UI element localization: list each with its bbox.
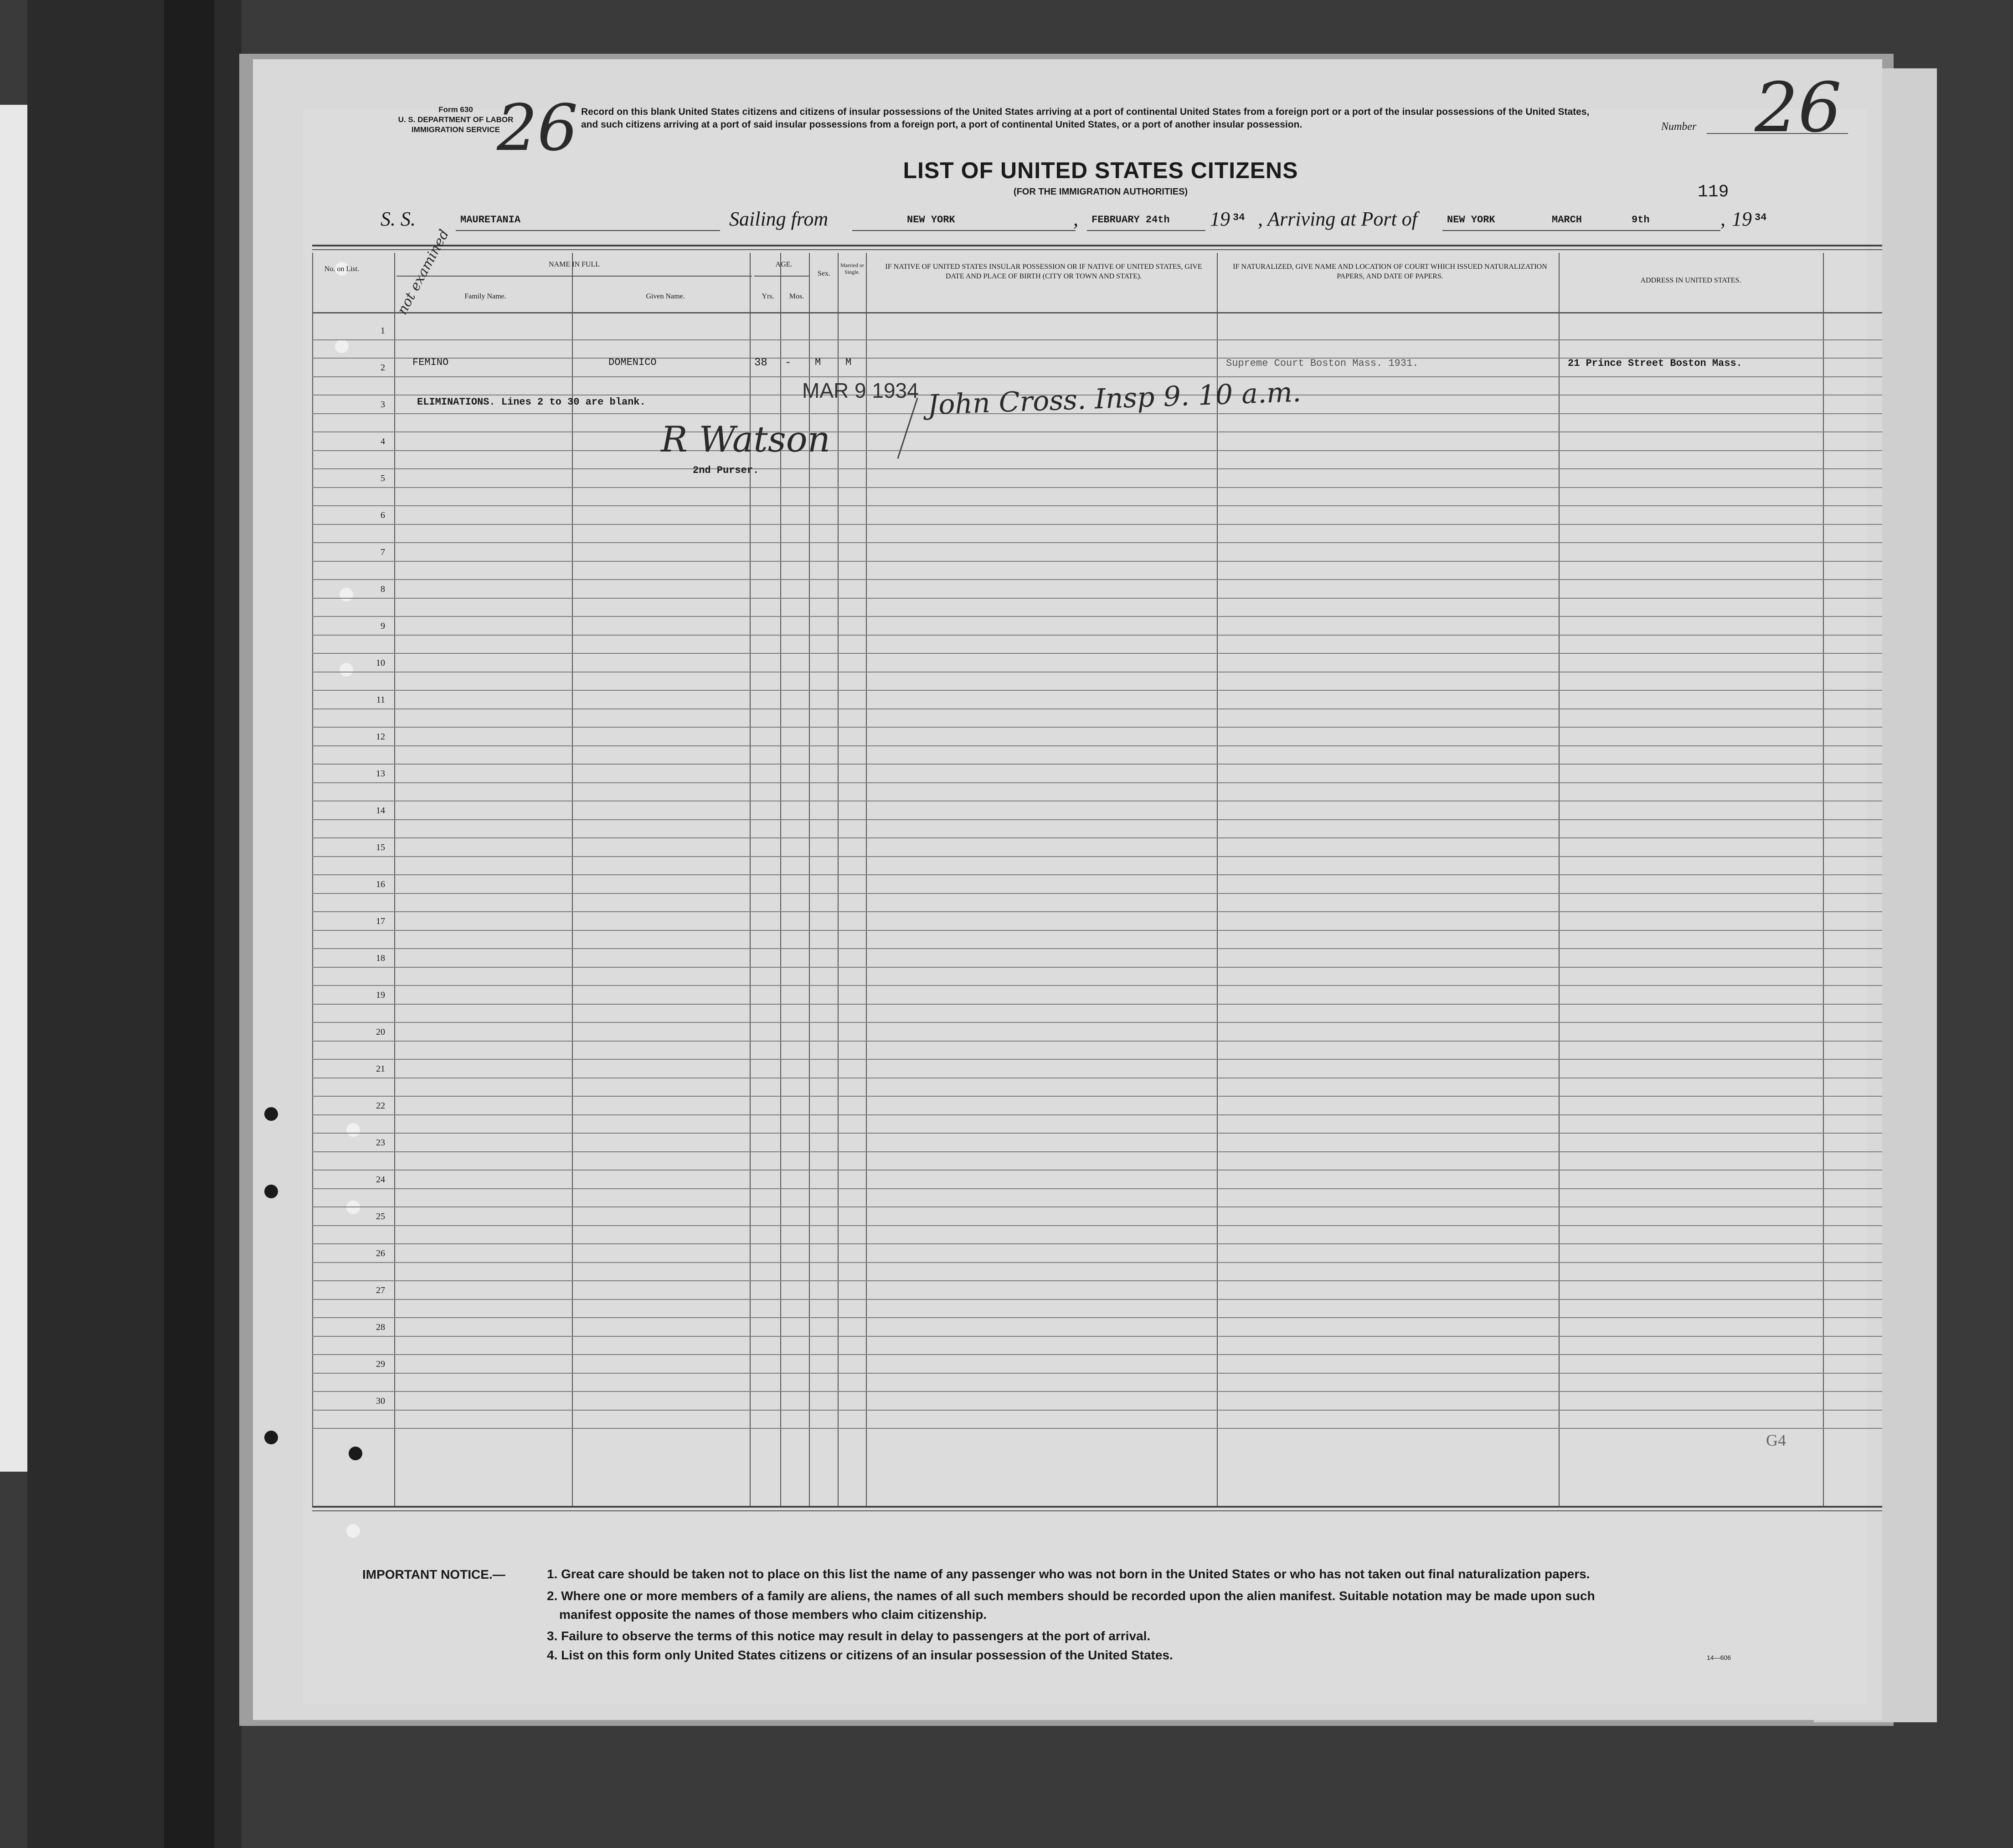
row-rule xyxy=(312,893,1882,894)
col-yrs: Yrs. xyxy=(762,293,774,300)
row-rule xyxy=(312,1391,1882,1392)
row-rule xyxy=(312,579,1882,580)
entry-naturalized: Supreme Court Boston Mass. 1931. xyxy=(1226,358,1419,369)
row-rule xyxy=(312,708,1882,709)
row-rule xyxy=(312,653,1882,654)
row-rule xyxy=(312,1428,1882,1429)
row-number: 7 xyxy=(381,547,385,557)
entry-sex: M xyxy=(815,357,821,368)
punch-hole xyxy=(346,1524,360,1538)
sailing-label: Sailing from xyxy=(729,208,829,230)
row-number: 4 xyxy=(381,436,385,447)
arrival-year: 34 xyxy=(1755,212,1767,223)
col-birth: IF NATIVE OF UNITED STATES INSULAR POSSESSION OR IF NATIVE OF UNITED STATES, GIVE DATE AND PLACE OF BIRTH (CITY OR TOWN AND STATE). xyxy=(885,263,1202,280)
row-number: 5 xyxy=(381,473,385,483)
row-number: 12 xyxy=(376,732,385,742)
punch-hole xyxy=(346,1123,360,1137)
col-age: AGE. xyxy=(775,261,793,268)
row-rule xyxy=(312,450,1882,451)
form-number: Form 630 xyxy=(438,105,473,114)
row-rule xyxy=(312,1354,1882,1355)
row-rule xyxy=(312,1299,1882,1300)
row-rule xyxy=(312,1225,1882,1226)
row-rule xyxy=(312,985,1882,986)
row-rule xyxy=(312,1243,1882,1244)
row-rule xyxy=(312,819,1882,820)
col-family-name: Family Name. xyxy=(464,293,506,300)
table-bottom-rule-thin xyxy=(312,1510,1882,1511)
row-rule xyxy=(312,487,1882,488)
manifest-page xyxy=(253,59,1882,1720)
row-rule xyxy=(312,1373,1882,1374)
binding-ring xyxy=(264,1431,278,1444)
ship-underline xyxy=(456,230,720,231)
col-sex: Sex. xyxy=(818,270,830,277)
row-number: 1 xyxy=(381,326,385,336)
entry-age-mos: - xyxy=(785,357,792,369)
binding-stripe xyxy=(164,0,214,1848)
row-rule xyxy=(312,856,1882,857)
col-address: ADDRESS IN UNITED STATES. xyxy=(1640,277,1741,284)
form-code: 14—606 xyxy=(1707,1654,1731,1661)
table-bottom-rule xyxy=(312,1506,1882,1508)
eliminations-note: ELIMINATIONS. Lines 2 to 30 are blank. xyxy=(417,396,646,408)
punch-hole xyxy=(340,663,353,677)
col-no-on-list: No. on List. xyxy=(324,265,360,273)
entry-given-name: DOMENICO xyxy=(608,357,657,368)
handwritten-mark: 26 xyxy=(497,91,578,165)
arrival-month: MARCH xyxy=(1552,214,1582,226)
row-rule xyxy=(312,505,1882,506)
list-number: 26 xyxy=(1755,68,1842,148)
row-number: 18 xyxy=(376,953,385,963)
row-number: 29 xyxy=(376,1359,385,1369)
arrival-year-prefix: 19 xyxy=(1732,208,1752,230)
row-rule xyxy=(312,1041,1882,1042)
row-rule xyxy=(312,837,1882,838)
row-number: 26 xyxy=(376,1248,385,1258)
row-number: 2 xyxy=(381,363,385,373)
row-rule xyxy=(312,524,1882,525)
row-number: 14 xyxy=(376,806,385,816)
arrival-underline xyxy=(1442,230,1720,231)
row-rule xyxy=(312,431,1882,432)
row-rule xyxy=(312,764,1882,765)
row-rule xyxy=(312,468,1882,469)
binding-ring xyxy=(264,1185,278,1198)
row-number: 13 xyxy=(376,769,385,779)
table-top-rule xyxy=(312,245,1882,246)
sailing-from: NEW YORK xyxy=(907,214,955,226)
entry-age-yrs: 38 xyxy=(754,357,767,369)
sailing-year: 34 xyxy=(1233,212,1245,223)
notice-item-4: 4. List on this form only United States citizens or citizens of an insular possession of the United States. xyxy=(547,1648,1173,1662)
row-rule xyxy=(312,616,1882,617)
row-rule xyxy=(312,1410,1882,1411)
col-mos: Mos. xyxy=(789,293,804,300)
name-subrule xyxy=(396,276,752,277)
row-rule xyxy=(312,1206,1882,1207)
notice-item-1: 1. Great care should be taken not to place on this list the name of any passenger who was not born in the United States or who has not taken out final naturalization papers. xyxy=(547,1567,1590,1581)
inspector-note: John Cross. Insp 9. 10 a.m. xyxy=(927,376,1302,421)
row-rule xyxy=(312,930,1882,931)
row-rule xyxy=(312,635,1882,636)
notice-item-2-cont: manifest opposite the names of those members who claim citizenship. xyxy=(559,1607,987,1622)
comma: , xyxy=(1073,208,1078,230)
corner-mark: G4 xyxy=(1766,1431,1786,1449)
page-number: 119 xyxy=(1698,182,1729,202)
row-number: 22 xyxy=(376,1101,385,1111)
punch-hole xyxy=(340,588,353,601)
col-given-name: Given Name. xyxy=(646,293,685,300)
sailing-date: FEBRUARY 24th xyxy=(1091,214,1170,226)
row-rule xyxy=(312,1059,1882,1060)
row-rule xyxy=(312,1114,1882,1115)
adjacent-page-edge xyxy=(0,105,27,1472)
table-top-rule-thin xyxy=(312,249,1882,250)
entry-address: 21 Prince Street Boston Mass. xyxy=(1568,358,1742,369)
row-rule xyxy=(312,1022,1882,1023)
arrival-stamp: MAR 9 1934 xyxy=(802,379,919,402)
arrival-day: 9th xyxy=(1632,214,1650,226)
sailing-date-underline xyxy=(1087,230,1205,231)
row-number: 9 xyxy=(381,621,385,631)
punch-hole xyxy=(335,339,349,353)
notice-item-2: 2. Where one or more members of a family are aliens, the names of all such members should be recorded upon the alien manifest. Suitable notation may be made upon such xyxy=(547,1589,1595,1603)
row-number: 28 xyxy=(376,1322,385,1332)
comma: , xyxy=(1720,208,1725,230)
row-number: 20 xyxy=(376,1027,385,1037)
col-naturalized: IF NATURALIZED, GIVE NAME AND LOCATION OF COURT WHICH ISSUED NATURALIZATION PAPERS, AND DATE OF PAPERS. xyxy=(1233,263,1547,280)
ss-label: S. S. xyxy=(381,208,416,230)
row-rule xyxy=(312,967,1882,968)
row-rule xyxy=(312,1262,1882,1263)
row-rule xyxy=(312,1188,1882,1189)
header-rule xyxy=(312,312,1882,313)
row-rule xyxy=(312,911,1882,912)
header-instructions: Record on this blank United States citizens and citizens of insular possessions of the United States arriving at a port of continental United States from a foreign port or a port of the insular possessions of the United States, and such citizens arriving at a port of said insular possessions from a foreign port, a port of continental United States, or a port of another insular possession. xyxy=(581,107,1590,130)
number-label: Number xyxy=(1661,121,1697,133)
row-number: 23 xyxy=(376,1138,385,1148)
col-married: Married or Single. xyxy=(840,262,864,275)
arriving-label: , Arriving at Port of xyxy=(1258,208,1417,230)
row-rule xyxy=(312,1317,1882,1318)
row-number: 3 xyxy=(381,400,385,410)
punch-hole xyxy=(346,1201,360,1214)
row-rule xyxy=(312,561,1882,562)
entry-married: M xyxy=(845,357,852,368)
row-number: 6 xyxy=(381,510,385,520)
entry-family-name: FEMINO xyxy=(412,357,449,368)
row-rule xyxy=(312,690,1882,691)
row-number: 25 xyxy=(376,1211,385,1222)
department: U. S. DEPARTMENT OF LABOR xyxy=(398,115,514,124)
row-rule xyxy=(312,782,1882,783)
notice-item-3: 3. Failure to observe the terms of this notice may result in delay to passengers at the port of arrival. xyxy=(547,1629,1151,1643)
row-rule xyxy=(312,376,1882,377)
age-subrule xyxy=(754,276,809,277)
service: IMMIGRATION SERVICE xyxy=(412,125,500,134)
row-number: 27 xyxy=(376,1285,385,1295)
row-number: 21 xyxy=(376,1064,385,1074)
row-rule xyxy=(312,1133,1882,1134)
row-number: 15 xyxy=(376,842,385,852)
row-rule xyxy=(312,727,1882,728)
signer-title: 2nd Purser. xyxy=(693,465,759,476)
row-number: 8 xyxy=(381,584,385,594)
page-subtitle: (FOR THE IMMIGRATION AUTHORITIES) xyxy=(1013,187,1188,197)
col-name-in-full: NAME IN FULL xyxy=(549,261,600,268)
row-rule xyxy=(312,745,1882,746)
row-number: 17 xyxy=(376,916,385,926)
row-rule xyxy=(312,339,1882,340)
page-title: LIST OF UNITED STATES CITIZENS xyxy=(903,158,1298,183)
notice-title: IMPORTANT NOTICE.— xyxy=(362,1567,505,1581)
binding-ring xyxy=(264,1107,278,1121)
year-prefix: 19 xyxy=(1210,208,1230,230)
arrival-port: NEW YORK xyxy=(1447,214,1495,226)
row-number: 19 xyxy=(376,990,385,1000)
row-number: 24 xyxy=(376,1175,385,1185)
row-rule xyxy=(312,1004,1882,1005)
row-rule xyxy=(312,1096,1882,1097)
purser-signature: R Watson xyxy=(661,419,830,460)
page-surface xyxy=(303,109,1866,1704)
row-rule xyxy=(312,542,1882,543)
row-number: 10 xyxy=(376,658,385,668)
row-rule xyxy=(312,874,1882,875)
row-rule xyxy=(312,598,1882,599)
row-rule xyxy=(312,1280,1882,1281)
margin-note: not examined xyxy=(394,227,453,318)
row-rule xyxy=(312,1151,1882,1152)
row-number: 30 xyxy=(376,1396,385,1406)
sailing-from-underline xyxy=(852,230,1076,231)
row-rule xyxy=(312,1336,1882,1337)
row-number: 16 xyxy=(376,879,385,889)
row-number: 11 xyxy=(376,695,385,705)
punch-hole xyxy=(349,1447,362,1460)
ship-name: MAURETANIA xyxy=(460,214,521,226)
row-rule xyxy=(312,948,1882,949)
